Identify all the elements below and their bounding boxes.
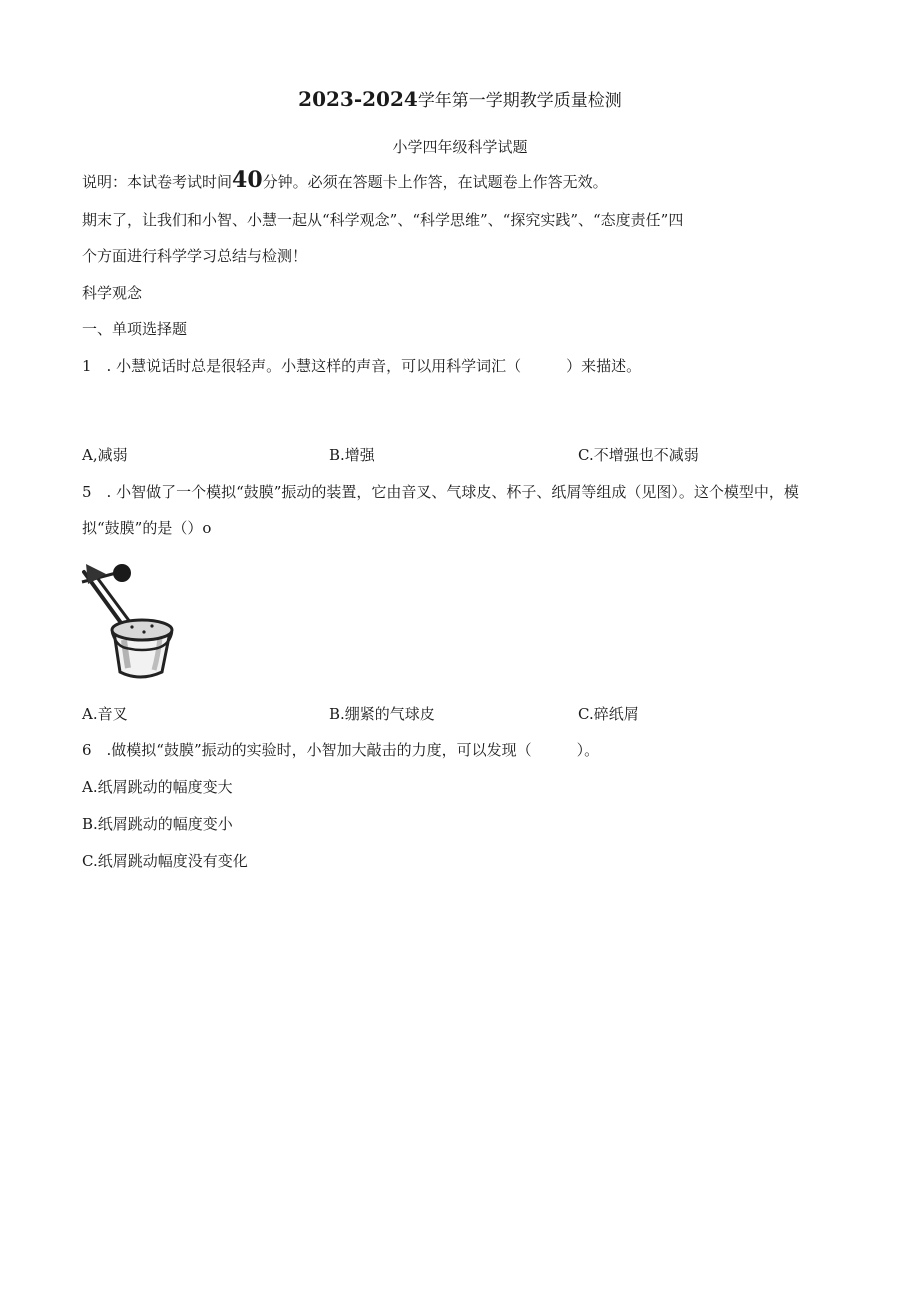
section-name: 科学观念 — [82, 284, 143, 302]
question-1-option-b[interactable]: B.增强 — [329, 446, 375, 464]
question-5-option-b[interactable]: B.绷紧的气球皮 — [329, 705, 435, 723]
exam-title-rest: 学年第一学期教学质量检测 — [417, 91, 622, 111]
question-6-option-a[interactable]: A.纸屑跳动的幅度变大 — [82, 778, 233, 796]
tuning-fork-drum-model-icon — [80, 560, 180, 684]
question-1-text: 1 . 小慧说话时总是很轻声。小慧这样的声音，可以用科学词汇（ ）来描述。 — [82, 357, 642, 375]
question-5-option-c[interactable]: C.碎纸屑 — [578, 705, 639, 723]
exam-subtitle: 小学四年级科学试题 — [392, 138, 528, 156]
instructions-prefix: 说明：本试卷考试时间 — [82, 173, 233, 191]
instructions-suffix: 分钟。必须在答题卡上作答，在试题卷上作答无效。 — [262, 173, 608, 191]
intro-line-1: 期末了，让我们和小智、小慧一起从“科学观念”、“科学思维”、“探究实践”、“态度责任”四 — [82, 211, 684, 229]
exam-instructions — [82, 167, 608, 193]
question-6-option-c[interactable]: C.纸屑跳动幅度没有变化 — [82, 852, 248, 870]
exam-title — [0, 88, 920, 112]
question-5-text-line-2: 拟“鼓膜”的是（）o — [82, 519, 212, 537]
question-1-option-c[interactable]: C.不增强也不减弱 — [578, 446, 699, 464]
question-6-text: 6 .做模拟“鼓膜”振动的实验时，小智加大敲击的力度，可以发现（ ）。 — [82, 741, 600, 759]
question-6-option-b[interactable]: B.纸屑跳动的幅度变小 — [82, 815, 233, 833]
exam-title-year: 2023-2024 — [298, 87, 418, 111]
part-heading: 一、单项选择题 — [82, 320, 188, 338]
exam-minutes: 40 — [232, 167, 263, 193]
intro-line-2: 个方面进行科学学习总结与检测！ — [82, 247, 308, 265]
question-1-option-a[interactable]: A,减弱 — [82, 446, 128, 464]
question-5-text-line-1: 5 . 小智做了一个模拟“鼓膜”振动的装置，它由音叉、气球皮、杯子、纸屑等组成（见图）。这个模型中，模 — [82, 483, 799, 501]
question-5-option-a[interactable]: A.音叉 — [82, 705, 128, 723]
